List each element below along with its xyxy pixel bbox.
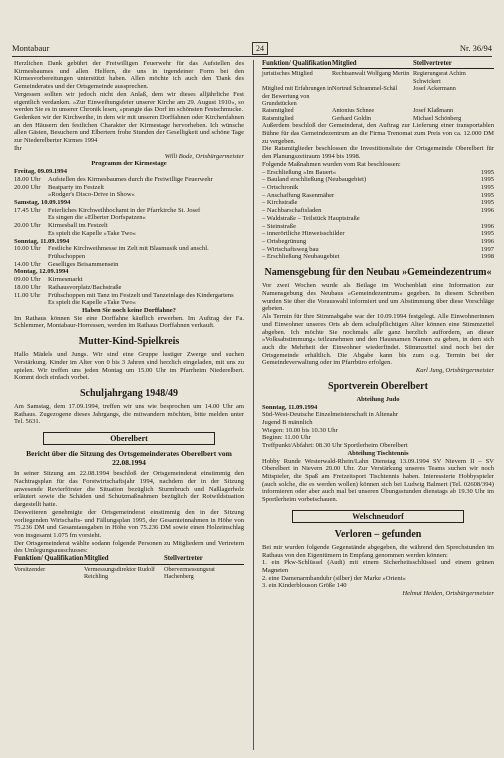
kirmes-paragraph-3: Gedenken wir der Kirchweihe, in dem wir mit unseren Dorffahnen oder Kirchenfahnen an den Häusern den festlichen Charakter der Kirmestage hervorheben. Ich wünsche allen Gästen, Besuchern und Elbertern frohe Stunden der Geselligkeit und schöne Tage zur Niederelberter Kirmes 1994 <box>14 114 244 145</box>
measure-year: 1997 <box>480 245 494 253</box>
measure-year <box>470 215 494 223</box>
verloren-intro: Bei mir wurden folgende Gegenstände abgegeben, die während den Sprechstunden im Rathaus von den Eigentümern in Empfang genommen werden können: <box>262 543 494 559</box>
measure-year: 1996 <box>480 238 494 246</box>
schedule-desc: Es spielt die Kapelle »Take Two« <box>48 299 136 307</box>
schedule-time: 09.00 Uhr <box>14 276 41 284</box>
schedule-time: 20.00 Uhr <box>14 222 41 230</box>
measure-year: 1996 <box>480 222 494 230</box>
list-item <box>262 223 494 231</box>
program-day-2: Samstag, 10.09.1994 <box>14 198 71 206</box>
schedule-entry <box>14 176 244 184</box>
schedule-entry <box>14 207 244 215</box>
schedule-time <box>14 299 48 307</box>
measure-name: – Ortschronik <box>262 184 299 191</box>
buehne-paragraph: Außerdem beschloß der Gemeinderat, den Auftrag zur Lieferung einer transportablen Bühne für das Gemeindezentrum an die Firma Trenomat zum Preis von ca. 12.000 DM zu vergeben. <box>262 122 494 145</box>
schedule-time: 17.45 Uhr <box>14 206 41 214</box>
table-header-funktion: Funktion/ Qualifikation <box>14 555 84 563</box>
schedule-time: 10.00 Uhr <box>14 245 41 253</box>
abteilung-tischtennis: Abteilung Tischtennis <box>347 449 409 457</box>
namensgebung-paragraph-2: Als Termin für Ihre Stimmabgabe war der 10.09.1994 festgelegt. Alle Einwohnerinnen und Einwohner unseres Orts ab dem schulpflichtigen Alter können eine Stimmzettel abgeben. Ich möchte Sie nochmals alle ganz herzlich auffordern, an dieser »Volksabstimmung« teilzunehmen und den Hausnamen Namen zu geben, in dem sich auch die Mehrheit der Einwohner wiederfindet. Stimmzettel sind noch bei der Ortsgemeinde erhältlich. Die Abgabe kann bis zum o.g. Termin bei der Gemeindeverwaltung oder im Pfarrbüro erfolgen. <box>262 313 494 367</box>
measures-list <box>262 169 494 262</box>
table-header-mitglied: Mitglied <box>332 60 357 67</box>
table-cell: Obervermessungsrat Hachenberg <box>164 565 215 580</box>
schedule-desc: Frühschoppen mit Tanz im Festzelt und Tanzeinlage des Kindergartens <box>48 291 234 299</box>
schedule-desc: Feierliches Kirchweihhochamt in der Pfarrkirche St. Josef <box>48 206 201 214</box>
list-item <box>262 230 494 238</box>
schuljahrgang-title: Schuljahrgang 1948/49 <box>79 388 179 400</box>
table-header-mitglied: Mitglied <box>84 555 109 563</box>
measure-name: – Erschließung »Im Bauert« <box>262 168 336 176</box>
schedule-entry <box>14 261 244 269</box>
spielkreis-title: Mutter-Kind-Spielkreis <box>78 336 180 348</box>
measure-name: – Anschaffung Rasenmäher <box>262 191 335 199</box>
measure-name: – Bauland erschließung (Neubaugebiet) <box>262 176 367 184</box>
schedule-entry <box>14 214 244 222</box>
table-cell: Antonius Schnee <box>332 107 375 115</box>
section-box-oberelbert: Oberelbert <box>43 432 215 445</box>
judo-line: Süd-West-Deutsche Einzelmeisterschaft in Altenahr <box>262 411 399 419</box>
list-item <box>262 169 494 177</box>
measure-name: – Waldstraße – Teilstück Hauptstraße <box>262 214 360 222</box>
schedule-entry <box>14 284 244 292</box>
bericht-paragraph-1: In seiner Sitzung am 22.08.1994 beschloß der Ortsgemeinderat einstimmig den Nachtragsplan für das Forstwirtschaftsjahr 1994, nachdem der in der Sitzung anwesende Revierförster die Situation bezüglich Sturmbruch und Naßlagerholz erläutert sowie die Schäden und Schutzmaßnahmen bezüglich der Rotwildstuation dargestellt hatte. <box>14 470 244 509</box>
table-header-stellvertreter: Stellvertreter <box>164 555 203 563</box>
schedule-time <box>14 230 48 238</box>
schedule-entry <box>14 299 244 307</box>
schedule-time: 18.00 Uhr <box>14 175 41 183</box>
list-item <box>262 253 494 261</box>
measures-intro: Folgende Maßnahmen wurden vom Rat beschlossen: <box>262 160 401 168</box>
spielkreis-text: Hallo Mädels und Jungs. Wir sind eine Gruppe lustiger Zwerge und suchen Verstärkung. Kinder im Alter von 0 bis 3 Jahren sind herzlich eingeladen, mit uns zu spielen. Wir treffen uns jeden Montag um 15.00 Uhr im Pfarrheim Niederelbert. Kommt doch einfach vorbei. <box>14 351 244 382</box>
namensgebung-paragraph-1: Vor zwei Wochen wurde als Beilage im Wochenblatt eine Information zur Namensgebung des Neubaus »Gemeindezentrum« gegeben. In diesem Schreiben wurden Sie über die Vorauswahl informiert und um Abstimmung über diese Vorschläge gebeten. <box>262 282 494 313</box>
list-item: 3. ein Kinderblouson Größe 140 <box>262 582 347 590</box>
table-cell: Josef Klaßmann <box>413 107 454 115</box>
measure-year: 1995 <box>480 176 494 184</box>
measure-year: 1996 <box>480 207 494 215</box>
schedule-entry <box>14 191 244 199</box>
committee-table-part1 <box>14 555 244 580</box>
table-cell: juristisches Mitglied <box>262 70 313 78</box>
right-column <box>262 60 494 598</box>
signature-heiden: Helmut Heiden, Ortsbürgermeister <box>402 590 494 598</box>
page-header <box>12 42 492 57</box>
measure-year: 1995 <box>480 191 494 199</box>
namensgebung-title: Namensgebung für den Neubau »Gemeindezentrum« <box>264 267 492 279</box>
measure-name: – Nachbarschaftsladen <box>262 207 322 215</box>
schedule-desc: Rathausvorplatz/Bachstraße <box>48 283 122 291</box>
program-day-4: Montag, 12.09.1994 <box>14 268 69 276</box>
schedule-entry <box>14 222 244 230</box>
schedule-desc: »Rodger's Disco-Drive in Show« <box>48 191 135 199</box>
schedule-entry <box>14 230 244 238</box>
schedule-desc: Geselliges Beisammensein <box>48 260 119 268</box>
measure-year: 1995 <box>480 199 494 207</box>
measure-year: 1998 <box>480 253 494 261</box>
verloren-title: Verloren – gefunden <box>334 528 422 540</box>
table-cell: Rechtsanwalt Wolfgang Mertin <box>332 70 410 78</box>
list-item <box>262 199 494 207</box>
kirmes-paragraph-2: Vergessen sollten wir jedoch nicht den Anlaß, dem wir dieses alljährliche Fest eigentlich verdanken. »Zur Einweihungsfeier unserer Kirche am 29. August 1910«, so werden Sie es in unserer Chronik lesen, »prangte das Dorf im schönsten Festschmucke. <box>14 90 244 114</box>
issue-number: Nr. 36/94 <box>459 43 492 53</box>
header-town: Montabaur <box>12 43 50 53</box>
dorffahne-text: Im Rathaus können Sie eine Dorffahne käuflich erwerben. Im Auftrag der Fa. Schlemmer, Montabaur-Horressen, werden im Rathaus Dorffahnen verkauft. <box>14 314 244 330</box>
column-divider <box>253 60 254 750</box>
left-column <box>14 60 244 580</box>
schedule-time: 14.00 Uhr <box>14 260 41 268</box>
kirmes-salutation: Ihr <box>14 144 22 152</box>
measure-name: – Kirchstraße <box>262 199 298 207</box>
investition-paragraph: Die Ratsmitglieder beschlossen die Investitionsliste der Ortsgemeinde Oberelbert für den Planungszeitraum 1994 bis 1998. <box>262 145 494 161</box>
table-cell: Josef Ackermann <box>413 85 456 93</box>
schedule-desc: Kirmesmarkt <box>48 276 83 284</box>
judo-line: Jugend B männlich <box>262 418 313 426</box>
table-cell: Ratsmitglied <box>262 107 294 115</box>
list-item <box>262 207 494 215</box>
schuljahrgang-text: Am Samstag, dem 17.09.1994, treffen wir uns wie besprochen um 14.00 Uhr am Rathaus. Zugezogene dieses Jahrgangs, die mitwandern möchten, bitte melden unter Tel. 5631. <box>14 403 244 426</box>
measure-year: 1995 <box>480 184 494 191</box>
signature-jung: Karl Jung, Ortsbürgermeister <box>415 367 494 375</box>
schedule-entry <box>14 245 244 260</box>
bericht-paragraph-2: Desweiteren genehmigte der Ortsgemeinderat einstimmig den in der Sitzung vorliegenden Wirtschafts- und Fällungsplan 1995, der Gesamteinnahmen in Höhe von 75.236 DM und Gesamtausgaben in Höhe von 75.236 DM sowie einen Holzeinschlag von insgesamt 1.075 fm vorsieht. <box>14 508 244 539</box>
table-cell: Gerhard Goldin <box>332 114 372 122</box>
program-day-1: Freitag, 09.09.1994 <box>14 168 67 176</box>
list-item <box>262 238 494 246</box>
judo-line: Wiegen: 10.00 bis 10.30 Uhr <box>262 426 338 434</box>
committee-table-part2 <box>262 60 494 122</box>
list-item <box>262 192 494 200</box>
kirmes-paragraph-1: Herzlichen Dank gebührt der Freiwilligen Feuerwehr für das Aufstellen des Kirmesbaumes und allen Helfern, die uns in irgendeiner Form bei den Kirmesvorbereitungen unterstützt haben. Allen möchte ich auch den 'Dank des Gemeinderates und der Ortsgemeinde aussprechen. <box>14 60 244 91</box>
list-item <box>262 184 494 192</box>
schedule-desc: Es singen die »Elberter Dorfspatzen« <box>48 214 146 222</box>
tischtennis-text: Hobby Runde Westerwald-Rhein/Lahn Dienstag 13.09.1994 SV Nievern II – SV Oberelbert in Nievern 20.00 Uhr. Zur Verstärkung unseres Teams suchen wir noch Mitspieler, die Spaß am Freizeitsport Tischtennis haben. Interessierte Hobbyspieler (auch solche, die es werden wollen) können sich bei Ludwig Balmert (Tel. 02608/394) informieren oder aber auch mal bei unseren Übungsstunden dienstags ab 19.30 Uhr im Sportlerheim vorbeischauen. <box>262 457 494 504</box>
schedule-time: 18.00 Uhr <box>14 283 41 291</box>
judo-line: Treffpunkt/Abfahrt: 08.30 Uhr Sportlerheim Oberelbert <box>262 442 408 450</box>
table-rule <box>14 564 244 565</box>
list-item <box>262 176 494 184</box>
list-item: 2. eine Damenarmbanduhr (silber) der Marke »Orient« <box>262 574 406 582</box>
section-box-welschneudorf: Welschneudorf <box>292 510 464 523</box>
table-header-funktion: Funktion/ Qualifikation <box>262 60 332 67</box>
list-item <box>262 246 494 254</box>
schedule-desc: Aufstellen des Kirmesbaumes durch die Freiwillige Feuerwehr <box>48 175 213 183</box>
measure-year: 1995 <box>480 168 494 176</box>
table-cell: Vermessungsdirektor Rudolf Reichling <box>84 565 155 580</box>
schedule-time <box>14 214 48 222</box>
list-item: 1. ein Pkw-Schlüssel (Audi) mit einem Sicherheitsschlüssel und einem grünen Magneten <box>262 559 494 575</box>
table-cell: Michael Schönberg <box>413 114 462 122</box>
measure-name: – Ortsbegrünung <box>262 238 307 246</box>
measure-name: – Wirtschaftsweg bau <box>262 245 319 253</box>
dorffahne-heading: Haben Sie noch keine Dorffahne? <box>82 307 176 314</box>
sportverein-title: Sportverein Oberelbert <box>328 380 428 392</box>
schedule-time <box>14 191 48 199</box>
list-item <box>262 215 494 223</box>
schedule-desc: Kirmesball im Festzelt <box>48 222 108 230</box>
abteilung-judo: Abteilung Judo <box>356 395 400 403</box>
measure-name: – innerörtliche Hinweisschilder <box>262 230 345 238</box>
schedule-desc: Es spielt die Kapelle »Take Two« <box>48 229 136 237</box>
schedule-entry <box>14 292 244 300</box>
schedule-desc: Festliche Kirchweihmesse im Zelt mit Blasmusik und anschl. Frühschoppen <box>48 245 209 260</box>
schedule-desc: Beatparty im Festzelt <box>48 183 104 191</box>
bericht-paragraph-3: Der Ortsgemeinderat wählte sodann folgende Personen zu Mitgliedern und Vertretern des Umlegungsausschusses: <box>14 539 244 555</box>
program-day-3: Sonntag, 11.09.1994 <box>14 237 70 245</box>
signature-bode: Willi Bode, Ortsbürgermeister <box>164 152 244 160</box>
table-header-stellvertreter: Stellvertreter <box>413 60 452 67</box>
measure-name: – Erschließung Neubaugebiet <box>262 253 340 261</box>
measure-year: 1995 <box>480 230 494 238</box>
table-cell: Nortrud Schrammel-Schäl <box>332 85 398 93</box>
table-cell: Regierungsrat Achim Schwickert <box>413 70 466 85</box>
schedule-time: 20.00 Uhr <box>14 183 41 191</box>
page-number: 24 <box>252 42 268 55</box>
table-cell: Ratsmitglied <box>262 114 294 122</box>
measure-name: – Steinstraße <box>262 222 297 230</box>
program-title: Programm der Kirmestage <box>91 160 167 168</box>
judo-line: Beginn: 11.00 Uhr <box>262 434 311 442</box>
table-cell: Mitglied mit Erfahrungen in der Bewertung von Grundstücken <box>262 85 332 108</box>
judo-date: Sonntag, 11.09.1994 <box>262 403 318 411</box>
table-cell: Vorsitzender <box>14 565 46 573</box>
bericht-title: Bericht über die Sitzung des Ortsgemeinderates Oberelbert vom 22.08.1994 <box>26 449 232 468</box>
table-rule <box>262 68 494 69</box>
schedule-time: 11.00 Uhr <box>14 291 41 299</box>
schedule-entry <box>14 276 244 284</box>
schedule-entry <box>14 184 244 192</box>
